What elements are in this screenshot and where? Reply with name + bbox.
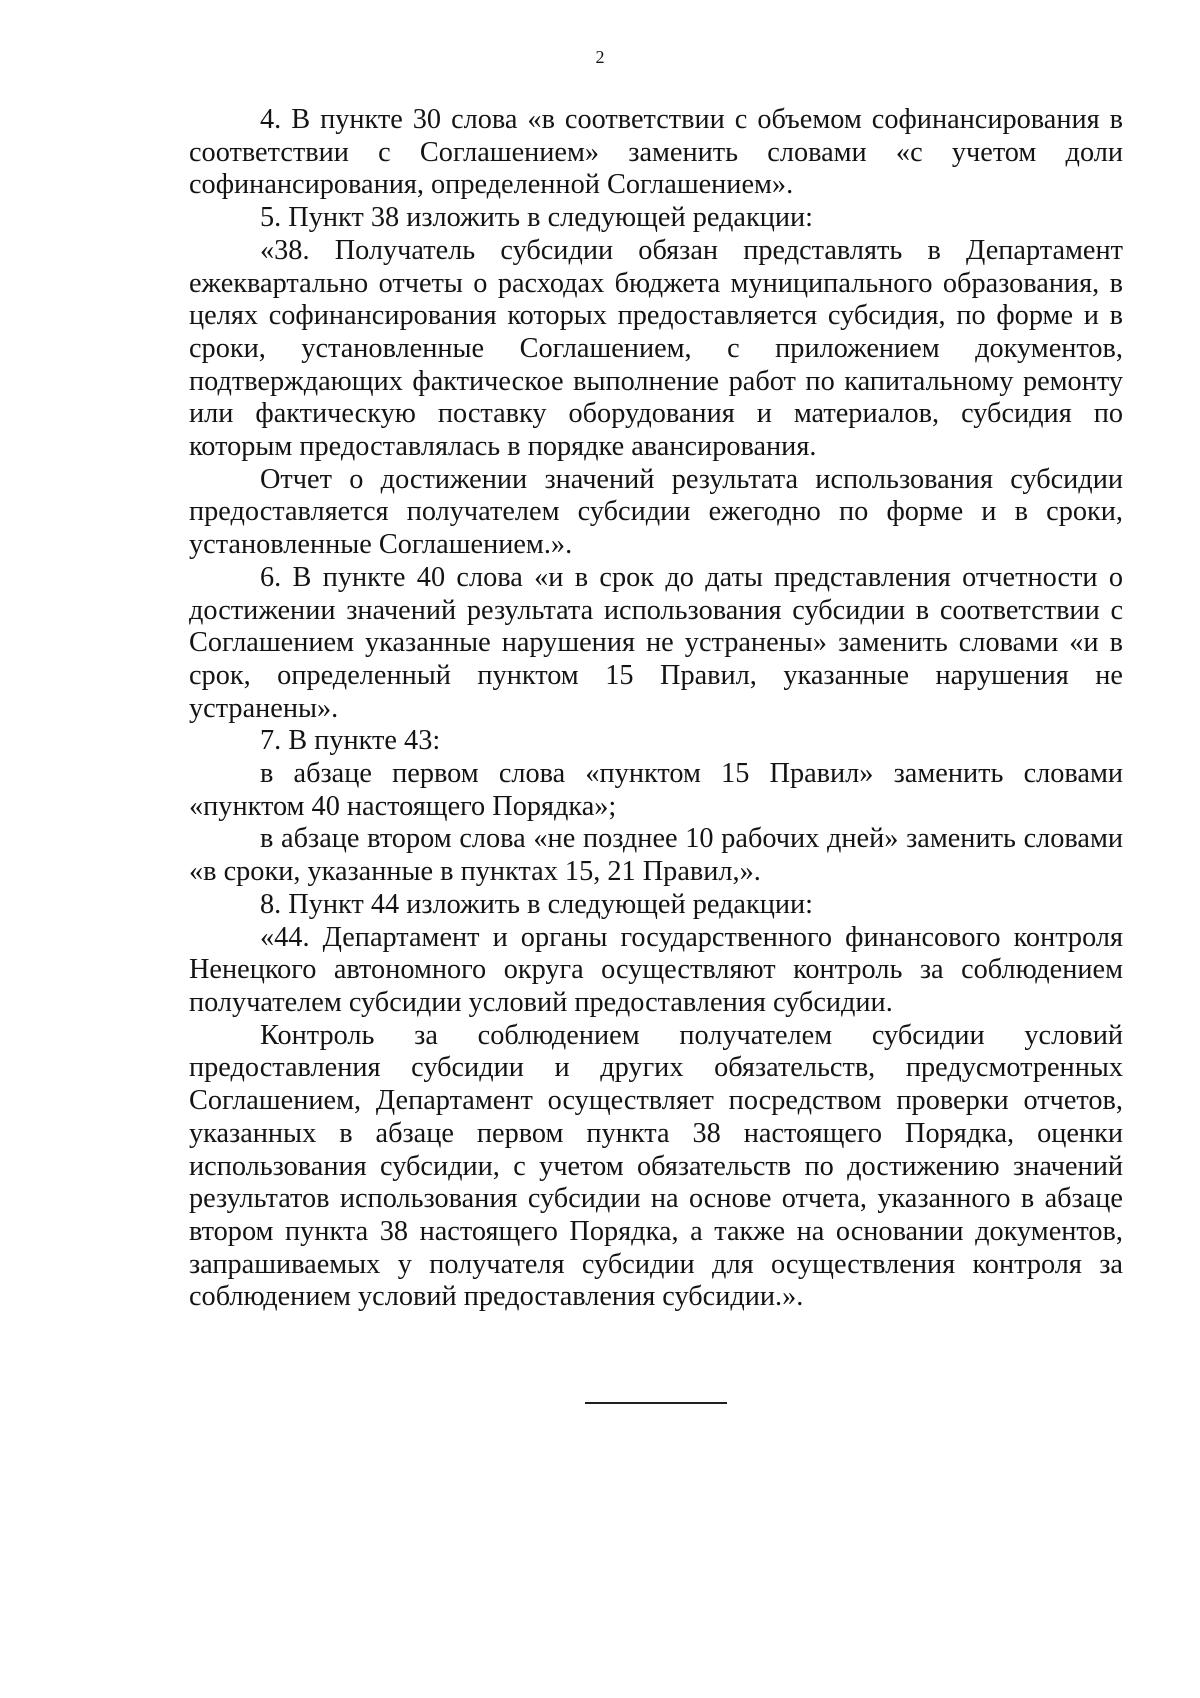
paragraph-item-7-subpoint-2: в абзаце втором слова «не позднее 10 рабочих дней» заменить словами «в сроки, указанные в пунктах 15, 21 Правил,».	[189, 823, 1123, 888]
paragraph-new-point-38-part-2: Отчет о достижении значений результата использования субсидии предоставляется получателем субсидии ежегодно по форме и в сроки, установленные Соглашением.».	[189, 463, 1123, 561]
paragraph-item-4: 4. В пункте 30 слова «в соответствии с объемом софинансирования в соответствии с Соглашением» заменить словами «с учетом доли софинансирования, определенной Соглашением».	[189, 104, 1123, 201]
paragraph-new-point-44-part-1: «44. Департамент и органы государственного финансового контроля Ненецкого автономного округа осуществляют контроль за соблюдением получателем субсидии условий предоставления субсидии.	[189, 921, 1123, 1018]
page-number: 2	[595, 47, 605, 67]
paragraph-item-8: 8. Пункт 44 изложить в следующей редакции:	[260, 888, 814, 920]
paragraph-new-point-44-part-2: Контроль за соблюдением получателем субсидии условий предоставления субсидии и других обязательств, предусмотренных Соглашением, Департамент осуществляет посредством проверки отчетов, указанных в абзаце первом пункта 38 настоящего Порядка, оценки использования субсидии, с учетом обязательств по достижению значений результатов использования субсидии на основе отчета, указанного в абзаце втором пункта 38 настоящего Порядка, а также на основании документов, запрашиваемых у получателя субсидии для осуществления контроля за соблюдением условий предоставления субсидии.».	[189, 1019, 1123, 1313]
paragraph-item-5: 5. Пункт 38 изложить в следующей редакции:	[260, 202, 814, 234]
document-body	[189, 104, 1123, 1314]
paragraph-item-6: 6. В пункте 40 слова «и в срок до даты представления отчетности о достижении значений результата использования субсидии в соответствии с Соглашением указанные нарушения не устранены» заменить словами «и в срок, определенный пунктом 15 Правил, указанные нарушения не устранены».	[189, 561, 1123, 724]
paragraph-new-point-38-part-1: «38. Получатель субсидии обязан представлять в Департамент ежеквартально отчеты о расходах бюджета муниципального образования, в целях софинансирования которых предоставляется субсидия, по форме и в сроки, установленные Соглашением, с приложением документов, подтверждающих фактическое выполнение работ по капитальному ремонту или фактическую поставку оборудования и материалов, субсидия по которым предоставлялась в порядке авансирования.	[189, 234, 1123, 463]
paragraph-item-7: 7. В пункте 43:	[260, 725, 441, 757]
paragraph-item-7-subpoint-1: в абзаце первом слова «пунктом 15 Правил» заменить словами «пунктом 40 настоящего Порядка»;	[189, 758, 1123, 822]
end-separator-line	[585, 1402, 727, 1404]
